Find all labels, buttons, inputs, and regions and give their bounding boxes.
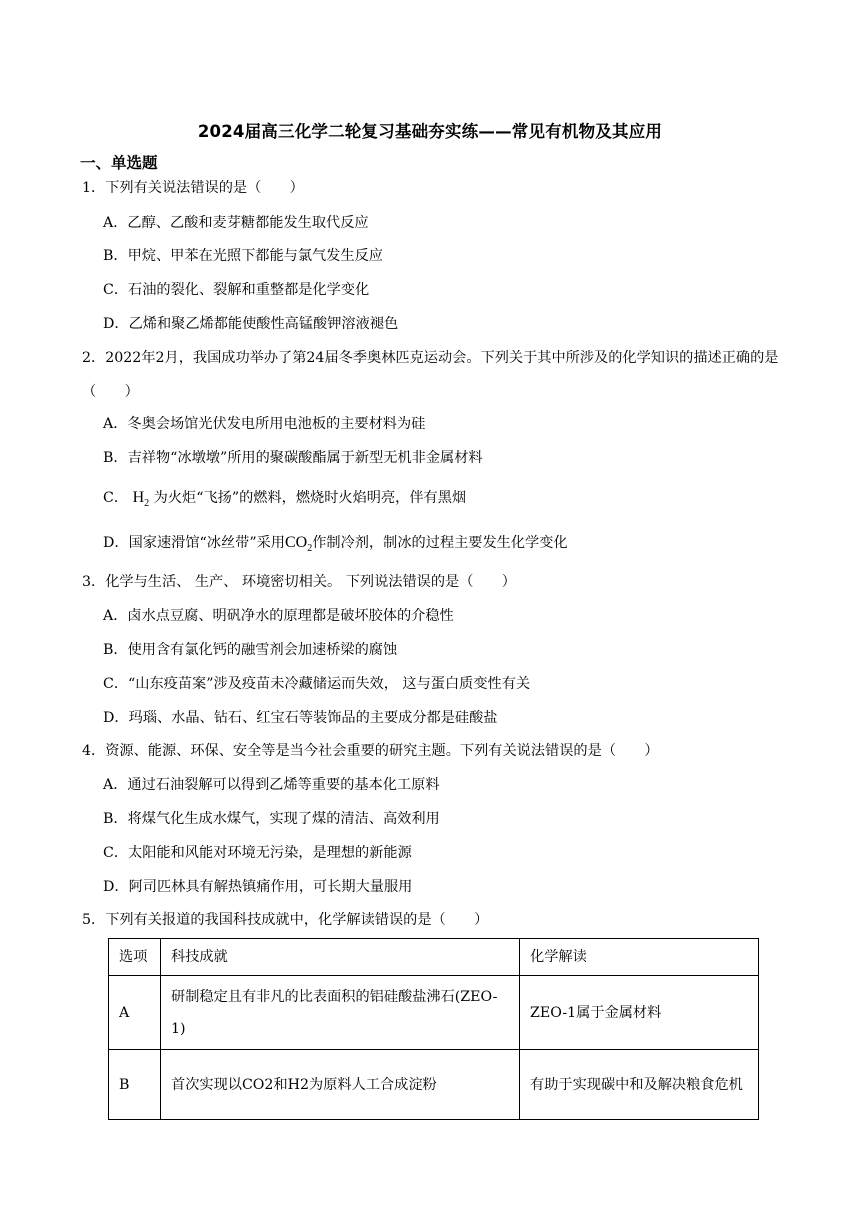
q3-option-d[interactable]: D．玛瑙、水晶、钻石、红宝石等装饰品的主要成分都是硅酸盐 — [103, 710, 498, 726]
q5-stem: 5．下列有关报道的我国科技成就中，化学解读错误的是（ ） — [82, 912, 489, 928]
q4-option-a[interactable]: A．通过石油裂解可以得到乙烯等重要的基本化工原料 — [103, 777, 440, 793]
q2-option-d-pre: D．国家速滑馆“冰丝带”采用 — [103, 535, 285, 551]
q4-option-c[interactable]: C．太阳能和风能对环境无污染，是理想的新能源 — [103, 845, 412, 861]
page-title: 2024届高三化学二轮复习基础夯实练——常见有机物及其应用 — [197, 122, 663, 141]
table-header-cell: 选项 — [109, 939, 161, 976]
co2-formula — [284, 534, 313, 554]
q2-option-c[interactable] — [103, 488, 466, 514]
q1-option-b[interactable]: B．甲烷、甲苯在光照下都能与氯气发生反应 — [103, 248, 383, 264]
q2-option-a[interactable]: A．冬奥会场馆光伏发电所用电池板的主要材料为硅 — [103, 416, 426, 432]
h2-formula-subscript: 2 — [144, 498, 150, 509]
table-cell-interpretation: 有助于实现碳中和及解决粮食危机 — [520, 1050, 759, 1120]
table-header-cell: 科技成就 — [161, 939, 520, 976]
q2-option-b[interactable]: B．吉祥物“冰墩墩”所用的聚碳酸酯属于新型无机非金属材料 — [103, 450, 483, 466]
q5-table — [108, 938, 759, 1120]
table-header-cell: 化学解读 — [520, 939, 759, 976]
q3-stem: 3．化学与生活、 生产、 环境密切相关。 下列说法错误的是（ ） — [82, 574, 516, 590]
table-cell-achievement: 首次实现以CO2和H2为原料人工合成淀粉 — [161, 1050, 520, 1120]
co2-formula-symbol: CO — [284, 534, 308, 551]
table-cell-option: A — [109, 976, 161, 1050]
q1-stem: 1．下列有关说法错误的是（ ） — [82, 180, 304, 196]
q3-option-b[interactable]: B．使用含有氯化钙的融雪剂会加速桥梁的腐蚀 — [103, 642, 398, 658]
q2-option-c-label: C． — [103, 490, 129, 506]
section-heading: 一、单选题 — [80, 154, 158, 172]
table-row — [109, 1050, 759, 1120]
q3-option-a[interactable]: A．卤水点豆腐、明矾净水的原理都是破坏胶体的介稳性 — [103, 608, 454, 624]
q3-option-c[interactable]: C．“山东疫苗案”涉及疫苗未冷藏储运而失效， 这与蛋白质变性有关 — [103, 676, 531, 692]
q2-option-c-text: 为火炬“飞扬”的燃料，燃烧时火焰明亮，伴有黑烟 — [153, 490, 467, 506]
q1-option-d[interactable]: D．乙烯和聚乙烯都能使酸性高锰酸钾溶液褪色 — [103, 316, 399, 332]
q1-option-c[interactable]: C．石油的裂化、裂解和重整都是化学变化 — [103, 282, 370, 298]
q1-option-a[interactable]: A．乙醇、乙酸和麦芽糖都能发生取代反应 — [103, 215, 369, 231]
table-row — [109, 976, 759, 1050]
co2-formula-subscript: 2 — [307, 543, 313, 554]
q2-stem: 2．2022年2月，我国成功举办了第24届冬季奥林匹克运动会。下列关于其中所涉及的化学知识的描述正确的是（ ） — [82, 350, 779, 400]
h2-formula — [132, 489, 150, 509]
q4-option-d[interactable]: D．阿司匹林具有解热镇痛作用，可长期大量服用 — [103, 879, 413, 895]
table-cell-interpretation: ZEO-1属于金属材料 — [520, 976, 759, 1050]
h2-formula-symbol: H — [132, 489, 145, 506]
table-cell-achievement: 研制稳定且有非凡的比表面积的铝硅酸盐沸石(ZEO-1) — [161, 976, 520, 1050]
q2-option-d-post: 作制冷剂，制冰的过程主要发生化学变化 — [312, 535, 568, 551]
table-cell-option: B — [109, 1050, 161, 1120]
q4-stem: 4．资源、能源、环保、安全等是当今社会重要的研究主题。下列有关说法错误的是（ ） — [82, 743, 659, 759]
q2-option-d[interactable] — [103, 533, 568, 559]
q4-option-b[interactable]: B．将煤气化生成水煤气，实现了煤的清洁、高效利用 — [103, 811, 440, 827]
table-header-row — [109, 939, 759, 976]
